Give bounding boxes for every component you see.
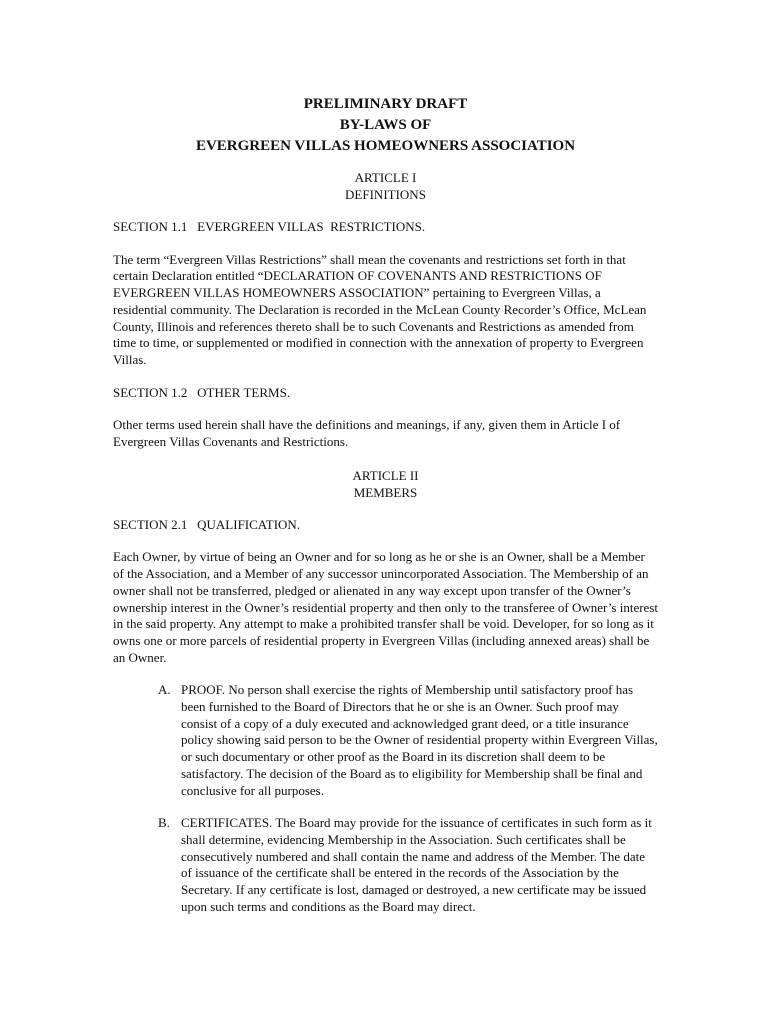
article-name: MEMBERS [353,484,418,500]
list-item-text: CERTIFICATES. The Board may provide for the issuance of certificates in such form as it shall determine, evidencing Membership in the Association. Such certificates shall be consecutively numbered and shall contain the name and address of the Member. The date of issuance of the certificate shall be entered in the records of the Association by the Secretary. If any certificate is lost, damaged or destroyed, a new certificate may be issued upon such terms and conditions as the Board may direct. [181,815,652,914]
article-name: DEFINITIONS [345,187,426,202]
section-2-1-body: Each Owner, by virtue of being an Owner and for so long as he or she is an Owner, shall be a Member of the Association, and a Member of any successor unincorporated Association. The Membership of an owner shall not be transferred, pledged or alienated in any way except upon transfer of the Owner’s ownership interest in the Owner’s residential property and then only to the transferee of Owner’s interest in the said property. Any attempt to make a prohibited transfer shall be void. Developer, for so long as it owns one or more parcels of residential property in Evergreen Villas (including annexed areas) shall be an Owner. [113,549,658,665]
article-2-heading [113,467,658,501]
section-1-1-heading: SECTION 1.1 EVERGREEN VILLAS RESTRICTIONS. [113,219,426,234]
title-line-2: BY-LAWS OF [339,117,432,133]
section-1-2-heading: SECTION 1.2 OTHER TERMS. [113,384,291,400]
document-title [113,94,658,157]
list-marker: B. [158,815,170,831]
title-line-1: PRELIMINARY DRAFT [303,96,468,112]
list-item-text: PROOF. No person shall exercise the rights of Membership until satisfactory proof has been furnished to the Board of Directors that he or she is an Owner. Such proof may consist of a copy of a duly executed and acknowledged grant deed, or a title insurance policy showing said person to be the Owner of residential property within Evergreen Villas, or such documentary or other proof as the Board in its discretion shall deem to be satisfactory. The decision of the Board as to eligibility for Membership shall be final and conclusive for all purposes. [181,682,658,798]
article-1-heading [113,169,658,203]
title-line-3: EVERGREEN VILLAS HOMEOWNERS ASSOCIATION [195,138,576,154]
list-marker: A. [158,682,171,698]
document-page [113,94,658,916]
list-item-certificates [113,815,658,915]
section-1-2-body: Other terms used herein shall have the definitions and meanings, if any, given them in Article I of Evergreen Villas Covenants and Restrictions. [113,417,621,450]
section-2-1-heading: SECTION 2.1 QUALIFICATION. [113,516,301,532]
section-1-1-body: The term “Evergreen Villas Restrictions” shall mean the covenants and restrictions set forth in that certain Declaration entitled “DECLARATION OF COVENANTS AND RESTRICTIONS OF EVERGREEN VILLAS HOMEOWNERS ASSOCIATION” pertaining to Evergreen Villas, a residential community. The Declaration is recorded in the McLean County Recorder’s Office, McLean County, Illinois and references thereto shall be to such Covenants and Restrictions as amended from time to time, or supplemented or modified in connection with the annexation of property to Evergreen Villas. [113,251,647,367]
article-number: ARTICLE II [352,467,419,483]
article-number: ARTICLE I [354,170,417,185]
list-item-proof [113,682,658,799]
